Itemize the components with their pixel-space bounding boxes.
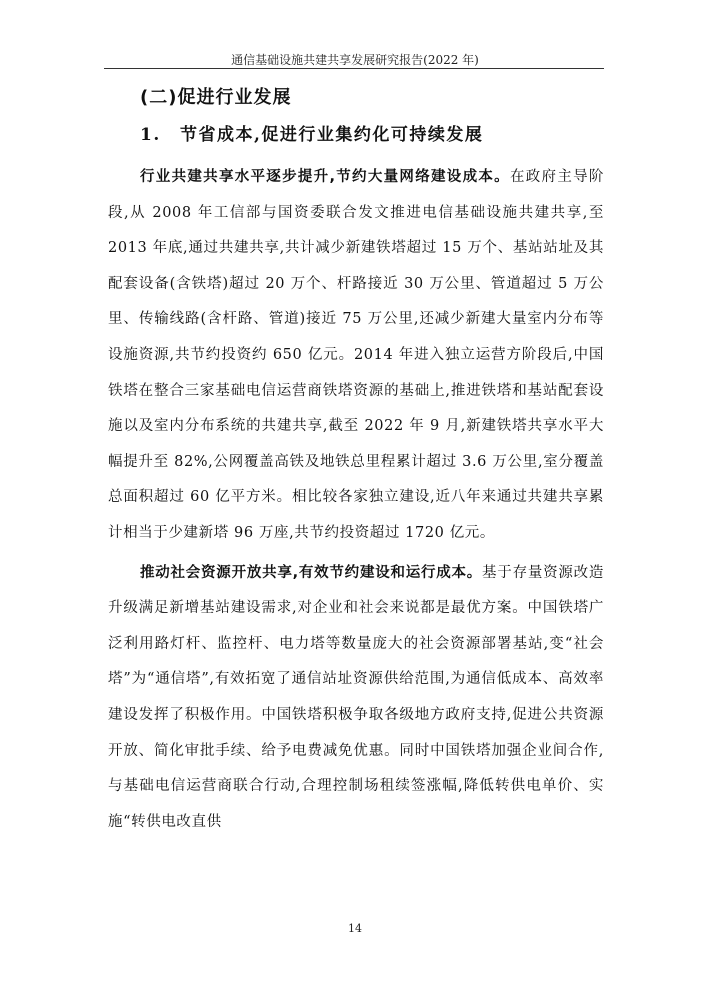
paragraph-lead: 推动社会资源开放共享,有效节约建设和运行成本。 xyxy=(140,564,483,581)
paragraph-lead: 行业共建共享水平逐步提升,节约大量网络建设成本。 xyxy=(140,169,510,185)
section-heading: (二)促进行业发展 xyxy=(140,87,292,108)
paragraph xyxy=(108,160,604,552)
paragraph-body: 在政府主导阶段,从 2008 年工信部与国资委联合发文推进电信基础设施共建共享,至 2013 年底,通过共建共享,共计减少新建铁塔超过 15 万个、基站站址及其配套设备(含铁塔)超过 20 万个、杆路接近 30 万公里、管道超过 5 万公里、传输线路(含杆路、管道)接近 75 万公里,还减少新建大量室内分布等设施资源,共节约投资约 650 亿元。2014 年进入独立运营方阶段后,中国铁塔在整合三家基础电信运营商铁塔资源的基础上,推进铁塔和基站配套设施以及室内分布系统的共建共享,截至 2022 年 9 月,新建铁塔共享水平大幅提升至 82%,公网覆盖高铁及地铁总里程累计超过 3.6 万公里,室分覆盖总面积超过 60 亿平方米。相比较各家独立建设,近八年来通过共建共享累计相当于少建新塔 96 万座,共节约投资超过 1720 亿元。 xyxy=(108,169,604,541)
subsection-number: 1. xyxy=(140,125,161,145)
running-header: 通信基础设施共建共享发展研究报告(2022 年) xyxy=(231,53,479,67)
page-body xyxy=(108,86,604,840)
page-number: 14 xyxy=(348,922,362,935)
paragraph xyxy=(108,556,604,841)
paragraph-body: 基于存量资源改造升级满足新增基站建设需求,对企业和社会来说都是最优方案。中国铁塔广泛利用路灯杆、监控杆、电力塔等数量庞大的社会资源部署基站,变“社会塔”为“通信塔”,有效拓宽了通信站址资源供给范围,为通信低成本、高效率建设发挥了积极作用。中国铁塔积极争取各级地方政府支持,促进公共资源开放、简化审批手续、给予电费减免优惠。同时中国铁塔加强企业间合作,与基础电信运营商联合行动,合理控制场租续签涨幅,降低转供电单价、实施“转供电改直供 xyxy=(108,564,604,830)
subsection-title: 节省成本,促进行业集约化可持续发展 xyxy=(180,125,484,145)
header-divider xyxy=(104,68,604,69)
subsection-heading xyxy=(140,124,604,146)
